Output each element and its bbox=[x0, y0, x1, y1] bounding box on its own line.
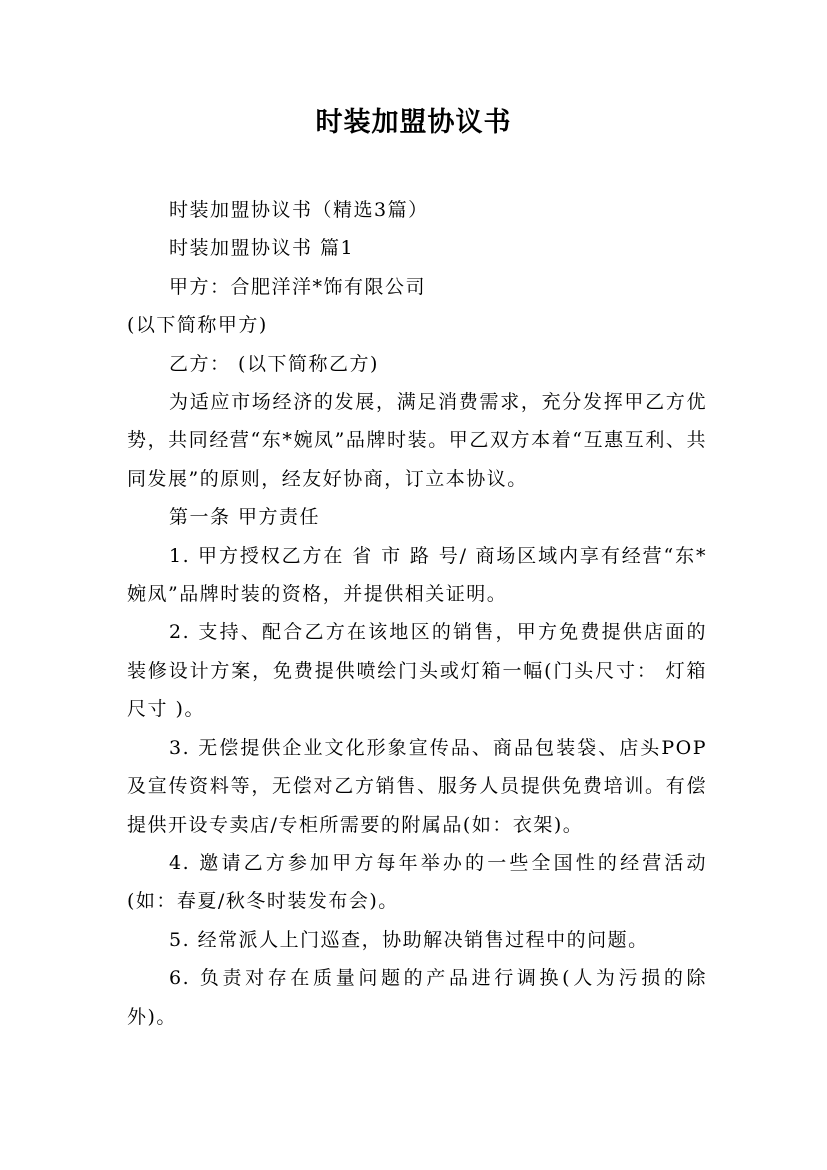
paragraph-party-a: 甲方：合肥洋洋*饰有限公司 bbox=[169, 275, 427, 298]
paragraph-clause-2: 2. 支持、配合乙方在该地区的销售，甲方免费提供店面的装修设计方案，免费提供喷绘门头或灯箱一幅(门头尺寸： 灯箱尺寸 )。 bbox=[127, 621, 707, 721]
paragraph-clause-1: 1. 甲方授权乙方在 省 市 路 号/ 商场区域内享有经营“东*婉凤”品牌时装的资格，并提供相关证明。 bbox=[127, 544, 707, 606]
paragraph-preamble: 为适应市场经济的发展，满足消费需求，充分发挥甲乙方优势，共同经营“东*婉凤”品牌时装。甲乙双方本着“互惠互利、共同发展”的原则，经友好协商，订立本协议。 bbox=[127, 391, 707, 490]
document-title: 时装加盟协议书 bbox=[315, 107, 512, 138]
paragraph-article-1: 第一条 甲方责任 bbox=[169, 506, 321, 529]
paragraph-party-a-note: (以下简称甲方) bbox=[127, 314, 268, 337]
paragraph-clause-6: 6. 负责对存在质量问题的产品进行调换(人为污损的除外)。 bbox=[127, 967, 707, 1028]
paragraph-heading: 时装加盟协议书（精选3篇） bbox=[169, 199, 429, 221]
paragraph-clause-4: 4. 邀请乙方参加甲方每年举办的一些全国性的经营活动(如：春夏/秋冬时装发布会)。 bbox=[127, 851, 707, 913]
paragraph-party-b: 乙方： (以下简称乙方) bbox=[169, 352, 379, 375]
document-body bbox=[127, 191, 707, 1036]
paragraph-clause-5: 5. 经常派人上门巡查，协助解决销售过程中的问题。 bbox=[169, 928, 649, 951]
paragraph-section-title: 时装加盟协议书 篇1 bbox=[169, 237, 355, 260]
paragraph-clause-3: 3. 无偿提供企业文化形象宣传品、商品包装袋、店头POP及宣传资料等，无偿对乙方销售、服务人员提供免费培训。有偿提供开设专卖店/专柜所需要的附属品(如：衣架)。 bbox=[127, 736, 707, 836]
